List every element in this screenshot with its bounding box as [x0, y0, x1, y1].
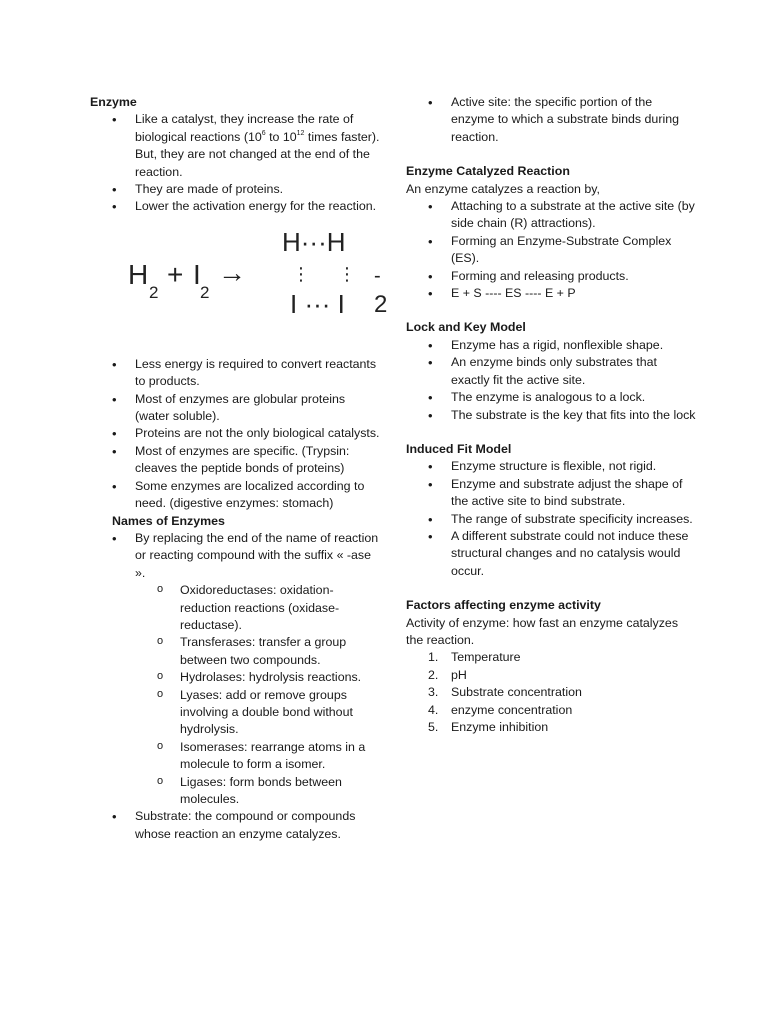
list-item: • Lower the activation energy for the reaction. [90, 198, 380, 215]
list-item: enzyme concentration [451, 702, 573, 717]
list-item: o Isomerases: rearrange atoms in a molecule to form a isomer. [90, 739, 380, 774]
cut-dash: - [374, 264, 381, 287]
reaction-figure [90, 216, 388, 356]
i-i-pair: I ··· I [290, 288, 345, 319]
h-h-pair: H···H [282, 226, 346, 257]
vertical-dots: ⋮ [292, 263, 310, 284]
list-item: • Enzyme has a rigid, nonflexible shape. [406, 337, 696, 354]
enzyme-classes-list [90, 582, 380, 808]
list-item: • Forming an Enzyme-Substrate Complex (ES). [406, 233, 696, 268]
list-item: • Proteins are not the only biological catalysts. [90, 425, 380, 442]
list-item: Temperature [451, 650, 521, 665]
list-item: • Some enzymes are localized according to need. (digestive enzymes: stomach) [90, 478, 380, 513]
list-item: • By replacing the end of the name of reaction or reacting compound with the suffix « -ase ». o Oxidoreductases: oxidation-reduction reactions (oxidase-reductase). o Transferases: transfer a group between two compounds. o Hydrolases: hydrolysis reactions. o Lyases: add or remove groups involving a double bond without hydrolysis. o Isomerases: rearrange atoms in a molecule to form a isomer. o Ligases: form bonds between molecules. [90, 530, 380, 809]
names-list [90, 530, 380, 843]
list-item: • Attaching to a substrate at the active site (by side chain (R) attractions). [406, 198, 696, 233]
names-heading: Names of Enzymes [112, 513, 225, 528]
subscript-2: 2 [200, 282, 210, 302]
induced-fit-list [406, 458, 696, 580]
cut-digit: 2 [374, 290, 388, 318]
list-item: Enzyme inhibition [451, 720, 549, 734]
ecr-list [406, 198, 696, 302]
list-item: • The substrate is the key that fits into the lock [406, 407, 696, 424]
list-item: o Hydrolases: hydrolysis reactions. [90, 669, 380, 686]
list-item: • Forming and releasing products. [406, 268, 696, 285]
enzyme-facts-list [90, 356, 380, 513]
list-item: • They are made of proteins. [90, 181, 380, 198]
list-item: • Active site: the specific portion of the enzyme to which a substrate binds during reaction. [406, 94, 696, 146]
reactant-h: H [128, 258, 149, 290]
ecr-heading: Enzyme Catalyzed Reaction [406, 164, 570, 179]
vertical-dots: ⋮ [338, 263, 356, 284]
factors-list [406, 649, 696, 736]
list-item: • Less energy is required to convert reactants to products. [90, 356, 380, 391]
list-item: • Enzyme and substrate adjust the shape of the active site to bind substrate. [406, 476, 696, 511]
list-item: • E + S ---- ES ---- E + P [406, 285, 696, 302]
list-item: o Transferases: transfer a group between two compounds. [90, 634, 380, 669]
list-item: • Most of enzymes are globular proteins (water soluble). [90, 391, 380, 426]
subscript-2: 2 [149, 282, 159, 302]
right-column [406, 94, 696, 736]
left-column [90, 94, 388, 843]
list-item: • The range of substrate specificity increases. [406, 511, 696, 528]
list-item: • A different substrate could not induce these structural changes and no catalysis would occur. [406, 528, 696, 580]
list-item: Substrate concentration [451, 685, 582, 700]
list-item: pH [451, 667, 467, 682]
ecr-intro: An enzyme catalyzes a reaction by, [406, 181, 600, 196]
active-site-list [406, 94, 696, 146]
list-item: • Substrate: the compound or compounds whose reaction an enzyme catalyzes. [90, 808, 380, 843]
lock-key-heading: Lock and Key Model [406, 320, 526, 335]
lock-key-list [406, 337, 696, 424]
factors-heading: Factors affecting enzyme activity [406, 598, 601, 613]
arrow: → [218, 256, 246, 288]
plus-sign: + [167, 258, 184, 290]
reactant-i: I [193, 258, 201, 290]
factors-intro: Activity of enzyme: how fast an enzyme catalyzes the reaction. [406, 615, 679, 647]
list-item: • The enzyme is analogous to a lock. [406, 389, 696, 406]
list-item: o Lyases: add or remove groups involving a double bond without hydrolysis. [90, 687, 380, 739]
list-item: • Most of enzymes are specific. (Trypsin: cleaves the peptide bonds of proteins) [90, 443, 380, 478]
list-item: • Enzyme structure is flexible, not rigid. [406, 458, 696, 475]
enzyme-heading: Enzyme [90, 95, 137, 109]
list-item: o Oxidoreductases: oxidation-reduction reactions (oxidase-reductase). [90, 582, 380, 634]
enzyme-bullet-list [90, 111, 380, 215]
list-item: • An enzyme binds only substrates that exactly fit the active site. [406, 354, 696, 389]
list-item: • Like a catalyst, they increase the rate of biological reactions ($10^6$ to $10^{12}$ times faster). But, they are not changed at the end of the reaction. [90, 111, 380, 181]
induced-fit-heading: Induced Fit Model [406, 441, 512, 456]
list-item: o Ligases: form bonds between molecules. [90, 774, 380, 809]
